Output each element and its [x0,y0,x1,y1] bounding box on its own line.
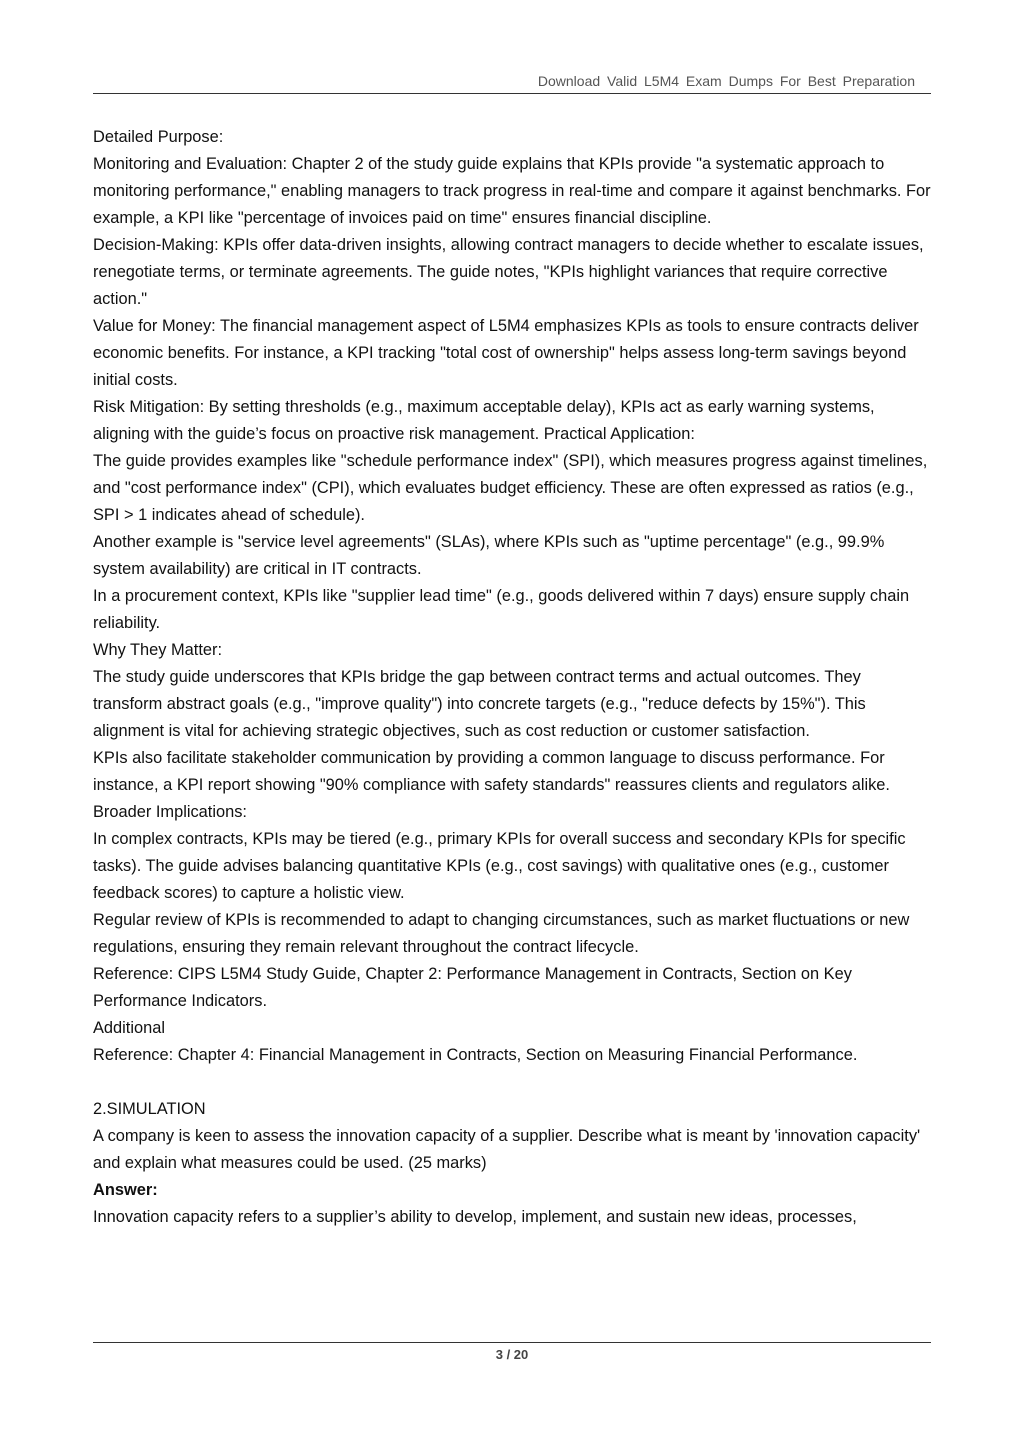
paragraph-monitoring-evaluation: Monitoring and Evaluation: Chapter 2 of the study guide explains that KPIs provide "a systematic approach to monitoring performance," enabling managers to track progress in real-time and compare it against benchmarks. For example, a KPI like "percentage of invoices paid on time" ensures financial discipline. [93,155,931,227]
paragraph-sla-example: Another example is "service level agreements" (SLAs), where KPIs such as "uptime percentage" (e.g., 99.9% system availability) are critical in IT contracts. [93,533,885,578]
paragraph-broader-implications: Broader Implications: [93,803,247,821]
paragraph-risk-mitigation: Risk Mitigation: By setting thresholds (e.g., maximum acceptable delay), KPIs act as early warning systems, aligning with the guide’s focus on proactive risk management. Practical Application: [93,398,875,443]
document-body [93,124,933,1231]
paragraph-regular-review: Regular review of KPIs is recommended to adapt to changing circumstances, such as market fluctuations or new regulations, ensuring they remain relevant throughout the contract lifecycle. [93,911,910,956]
paragraph-stakeholder-communication: KPIs also facilitate stakeholder communication by providing a common language to discuss performance. For instance, a KPI report showing "90% compliance with safety standards" reassures clients and regulators alike. [93,749,890,794]
paragraph-detailed-purpose: Detailed Purpose: [93,128,224,146]
paragraph-reference-chapter-2: Reference: CIPS L5M4 Study Guide, Chapter 2: Performance Management in Contracts, Section on Key Performance Indicators. [93,965,852,1010]
paragraph-procurement-context: In a procurement context, KPIs like "supplier lead time" (e.g., goods delivered within 7 days) ensure supply chain reliability. [93,587,910,632]
paragraph-why-they-matter: Why They Matter: [93,641,223,659]
paragraph-reference-chapter-4: Reference: Chapter 4: Financial Management in Contracts, Section on Measuring Financial Performance. [93,1046,858,1064]
answer-label: Answer: [93,1181,158,1199]
paragraph-decision-making: Decision-Making: KPIs offer data-driven insights, allowing contract managers to decide whether to escalate issues, renegotiate terms, or terminate agreements. The guide notes, "KPIs highlight variances that require corrective action." [93,236,924,308]
question-text: A company is keen to assess the innovation capacity of a supplier. Describe what is meant by 'innovation capacity' and explain what measures could be used. (25 marks) [93,1127,921,1172]
question-heading: 2.SIMULATION [93,1100,206,1118]
section-spacer [93,1069,933,1096]
paragraph-spi-cpi: The guide provides examples like "schedule performance index" (SPI), which measures progress against timelines, and "cost performance index" (CPI), which evaluates budget efficiency. These are often expressed as ratios (e.g., SPI > 1 indicates ahead of schedule). [93,452,928,524]
page-header-title: Download Valid L5M4 Exam Dumps For Best Preparation [537,73,915,89]
page-number: 3 / 20 [495,1347,529,1362]
paragraph-complex-contracts: In complex contracts, KPIs may be tiered (e.g., primary KPIs for overall success and secondary KPIs for specific tasks). The guide advises balancing quantitative KPIs (e.g., cost savings) with qualitative ones (e.g., customer feedback scores) to capture a holistic view. [93,830,906,902]
header-divider [93,93,931,94]
paragraph-value-for-money: Value for Money: The financial management aspect of L5M4 emphasizes KPIs as tools to ensure contracts deliver economic benefits. For instance, a KPI tracking "total cost of ownership" helps assess long-term savings beyond initial costs. [93,317,919,389]
footer-divider [93,1342,931,1343]
answer-text: Innovation capacity refers to a supplier’s ability to develop, implement, and sustain new ideas, processes, [93,1208,857,1226]
paragraph-additional: Additional [93,1019,165,1037]
paragraph-bridge-gap: The study guide underscores that KPIs bridge the gap between contract terms and actual outcomes. They transform abstract goals (e.g., "improve quality") into concrete targets (e.g., "reduce defects by 15%"). This alignment is vital for achieving strategic objectives, such as cost reduction or customer satisfaction. [93,668,866,740]
